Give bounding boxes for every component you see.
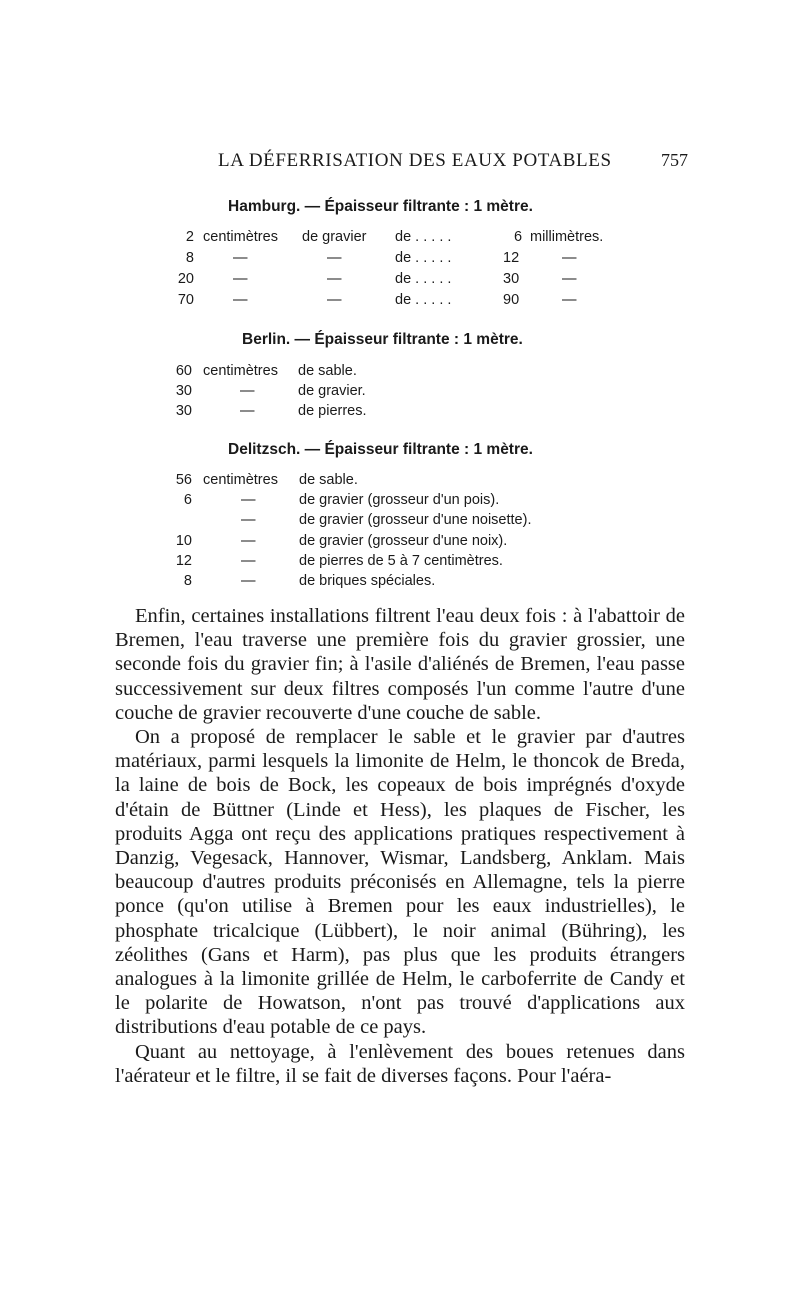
leader: de . . . . .	[395, 229, 452, 245]
thickness-value: 12	[175, 553, 192, 569]
table-row	[0, 512, 800, 534]
layer-description: de pierres de 5 à 7 centimètres.	[299, 553, 503, 569]
table-row	[0, 472, 800, 494]
table-row	[0, 292, 800, 314]
grain-unit: —	[562, 250, 577, 266]
table-row	[0, 403, 800, 425]
running-title: LA DÉFERRISATION DES EAUX POTABLES	[218, 150, 612, 171]
hamburg-heading: Hamburg. — Épaisseur filtrante : 1 mètre.	[228, 198, 533, 215]
thickness-value: 2	[185, 229, 194, 245]
table-row	[0, 271, 800, 293]
unit: —	[241, 573, 256, 589]
table-row	[0, 573, 800, 595]
layer-description: de sable.	[298, 363, 357, 379]
thickness-value: 30	[175, 403, 192, 419]
thickness-value: 56	[175, 472, 192, 488]
leader: de . . . . .	[395, 271, 452, 287]
page-number: 757	[661, 150, 688, 170]
berlin-heading: Berlin. — Épaisseur filtrante : 1 mètre.	[242, 331, 523, 348]
material: —	[327, 292, 342, 308]
grain-size: 90	[503, 292, 520, 308]
unit: —	[233, 250, 248, 266]
table-row	[0, 383, 800, 405]
grain-size: 6	[514, 229, 523, 245]
material: de gravier	[302, 229, 367, 245]
thickness-value: 20	[177, 271, 194, 287]
delitzsch-heading: Delitzsch. — Épaisseur filtrante : 1 mètre.	[228, 441, 533, 458]
thickness-value: 8	[185, 250, 194, 266]
layer-description: de gravier (grosseur d'une noisette).	[299, 512, 532, 528]
body-text	[115, 604, 685, 1088]
grain-size: 12	[503, 250, 520, 266]
thickness-value: 60	[175, 363, 192, 379]
paragraph: On a proposé de remplacer le sable et le gravier par d'autres matériaux, parmi lesquels la limonite de Helm, le thoncok de Breda, la laine de bois de Bock, les copeaux de bois imprégnés d'oxyde d'étain de Büttner (Linde et Hess), les plaques de Fischer, les produits Agga ont reçu des applications pratiques respectivement à Danzig, Vegesack, Hannover, Wismar, Landsberg, Anklam. Mais beaucoup d'autres produits préconisés en Allemagne, tels la pierre ponce (qu'on utilise à Bremen pour les eaux industrielles), le phosphate tricalcique (Lübbert), le noir animal (Bühring), les zéolithes (Gans et Harm), pas plus que les produits étrangers analogues à la limonite grillée de Helm, le carboferrite de Candy et le polarite de Howatson, n'ont pas trouvé d'applications aux distributions d'eau potable de ce pays.	[115, 726, 685, 1039]
layer-description: de gravier (grosseur d'une noix).	[299, 533, 508, 549]
layer-description: de gravier.	[298, 383, 366, 399]
paragraph: Quant au nettoyage, à l'enlèvement des boues retenues dans l'aérateur et le filtre, il se fait de diverses façons. Pour l'aéra-	[115, 1040, 685, 1087]
unit: centimètres	[203, 229, 278, 245]
paragraph: Enfin, certaines installations filtrent l'eau deux fois : à l'abattoir de Bremen, l'eau traverse une première fois du gravier grossier, une seconde fois du gravier fin; à l'asile d'aliénés de Bremen, l'eau passe successivement sur deux filtres composés l'un comme l'autre d'une couche de gravier recouverte d'une couche de sable.	[115, 605, 685, 724]
layer-description: de pierres.	[298, 403, 367, 419]
unit: —	[240, 403, 255, 419]
table-row	[0, 492, 800, 514]
unit: —	[241, 553, 256, 569]
unit: centimètres	[203, 472, 278, 488]
thickness-value: 8	[183, 573, 192, 589]
unit: —	[233, 271, 248, 287]
grain-unit: millimètres.	[530, 229, 604, 245]
layer-description: de sable.	[299, 472, 358, 488]
table-row	[0, 229, 800, 251]
table-row	[0, 553, 800, 575]
unit: —	[240, 383, 255, 399]
layer-description: de briques spéciales.	[299, 573, 436, 589]
material: —	[327, 271, 342, 287]
unit: —	[241, 512, 256, 528]
grain-size: 30	[503, 271, 520, 287]
unit: —	[233, 292, 248, 308]
thickness-value: 30	[175, 383, 192, 399]
grain-unit: —	[562, 271, 577, 287]
material: —	[327, 250, 342, 266]
leader: de . . . . .	[395, 250, 452, 266]
table-row	[0, 533, 800, 555]
layer-description: de gravier (grosseur d'un pois).	[299, 492, 500, 508]
unit: —	[241, 492, 256, 508]
unit: —	[241, 533, 256, 549]
table-row	[0, 250, 800, 272]
leader: de . . . . .	[395, 292, 452, 308]
unit: centimètres	[203, 363, 278, 379]
thickness-value: 10	[175, 533, 192, 549]
table-row	[0, 363, 800, 385]
running-head	[0, 150, 800, 180]
grain-unit: —	[562, 292, 577, 308]
thickness-value: 6	[183, 492, 192, 508]
thickness-value: 70	[177, 292, 194, 308]
